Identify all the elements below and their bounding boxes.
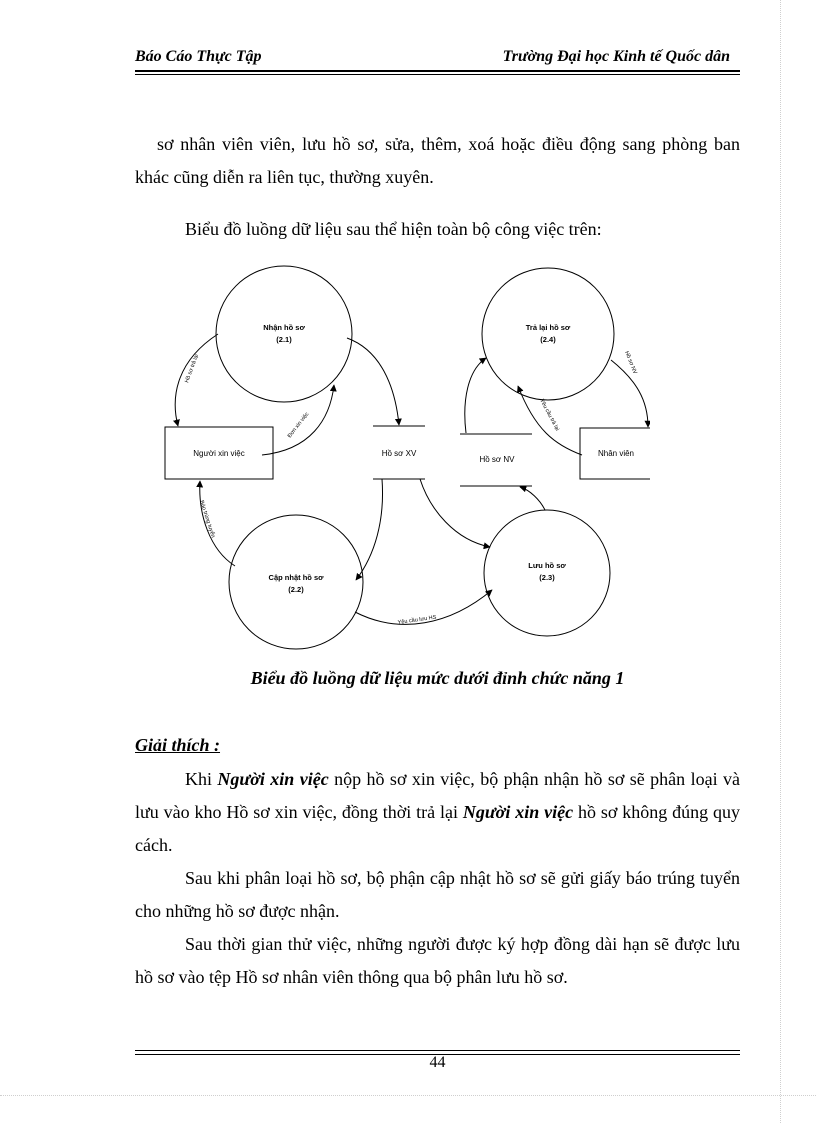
process-receive-label: Nhận hồ sơ	[263, 323, 305, 332]
flow-label-save-request: Yêu cầu lưu HS	[397, 614, 437, 626]
process-store-label: Lưu hồ sơ	[528, 561, 566, 570]
explanation-paragraph-1	[135, 763, 740, 862]
flow-label-hiring-notice: Báo trúng tuyển	[198, 499, 216, 539]
flow-label-return-request: Yêu cầu trả lại	[538, 398, 561, 432]
flow-employee-file	[611, 360, 648, 427]
explanation-p1-bold-applicant: Người xin việc	[217, 769, 329, 789]
store-employee-files	[460, 434, 532, 486]
flow-label-application: Đơn xin việc	[286, 411, 311, 440]
explanation-paragraph-2: Sau khi phân loại hồ sơ, bộ phận cập nhật hồ sơ sẽ gửi giấy báo trúng tuyển cho những hồ sơ được nhận.	[135, 868, 740, 921]
store-applicant-label: Hồ sơ XV	[381, 449, 417, 458]
process-update-label: Cập nhật hồ sơ	[268, 573, 324, 582]
process-return-id: (2.4)	[540, 335, 556, 344]
diagram-intro-paragraph: Biểu đồ luồng dữ liệu sau thể hiện toàn bộ công việc trên:	[185, 219, 602, 239]
data-flow-diagram	[150, 260, 650, 660]
flow-store-to-save	[420, 479, 490, 547]
flow-hiring-notice	[200, 481, 235, 566]
store-applicant-files	[373, 426, 425, 479]
flow-save-to-employee-store	[520, 487, 545, 510]
flow-files-to-store	[347, 338, 399, 425]
process-update-files	[229, 515, 363, 649]
header-right-title: Trường Đại học Kinh tế Quốc dân	[502, 48, 730, 65]
entity-applicant	[165, 427, 273, 479]
entity-applicant-label: Người xin việc	[193, 449, 245, 458]
entity-employee-label: Nhân viên	[597, 449, 635, 458]
page-number: 44	[429, 1054, 446, 1071]
process-store-files	[484, 510, 610, 636]
page-boundary-right	[780, 0, 781, 1123]
diagram-caption: Biểu đồ luồng dữ liệu mức dưới đỉnh chức năng 1	[250, 668, 625, 688]
intro-paragraph: sơ nhân viên viên, lưu hồ sơ, sửa, thêm, xoá hoặc điều động sang phòng ban khác cũng diễn ra liên tục, thường xuyên.	[135, 134, 740, 187]
process-receive-files	[216, 266, 352, 402]
process-return-files	[482, 268, 614, 400]
flow-label-returned-files: Hồ sơ trả lại	[184, 353, 201, 384]
footer-divider	[135, 1050, 740, 1051]
header-left-title: Báo Cáo Thực Tập	[135, 48, 262, 65]
flow-store-to-update	[356, 479, 383, 580]
flow-returned-files	[175, 334, 218, 426]
flow-label-employee-file: Hồ sơ NV	[623, 350, 638, 376]
process-return-label: Trả lại hồ sơ	[525, 323, 571, 332]
process-store-id: (2.3)	[539, 573, 555, 582]
header-divider-thin	[135, 74, 740, 75]
explanation-paragraph-3: Sau thời gian thử việc, những người được ký hợp đồng dài hạn sẽ được lưu hồ sơ vào tệp Hồ sơ nhân viên thông qua bộ phân lưu hồ sơ.	[135, 934, 740, 987]
explanation-p1-before: Khi	[185, 769, 218, 789]
header-divider	[135, 70, 740, 72]
explanation-p1-middle: nộp hồ sơ xin việc, bộ phận nhận hồ sơ sẽ phân loại và lưu vào kho Hồ sơ xin việc, đồng thời trả lại	[135, 769, 740, 822]
flow-employee-store-to-return	[465, 358, 486, 433]
explanation-p1-after: hồ sơ không đúng quy cách.	[135, 802, 740, 855]
process-update-id: (2.2)	[288, 585, 304, 594]
process-receive-id: (2.1)	[276, 335, 292, 344]
page-header	[135, 46, 740, 70]
entity-employee	[580, 428, 650, 479]
explanation-p1-bold-applicant-2: Người xin việc	[462, 802, 574, 822]
store-employee-label: Hồ sơ NV	[479, 455, 515, 464]
page-boundary-bottom	[0, 1095, 816, 1096]
explanation-title: Giải thích :	[135, 735, 221, 755]
